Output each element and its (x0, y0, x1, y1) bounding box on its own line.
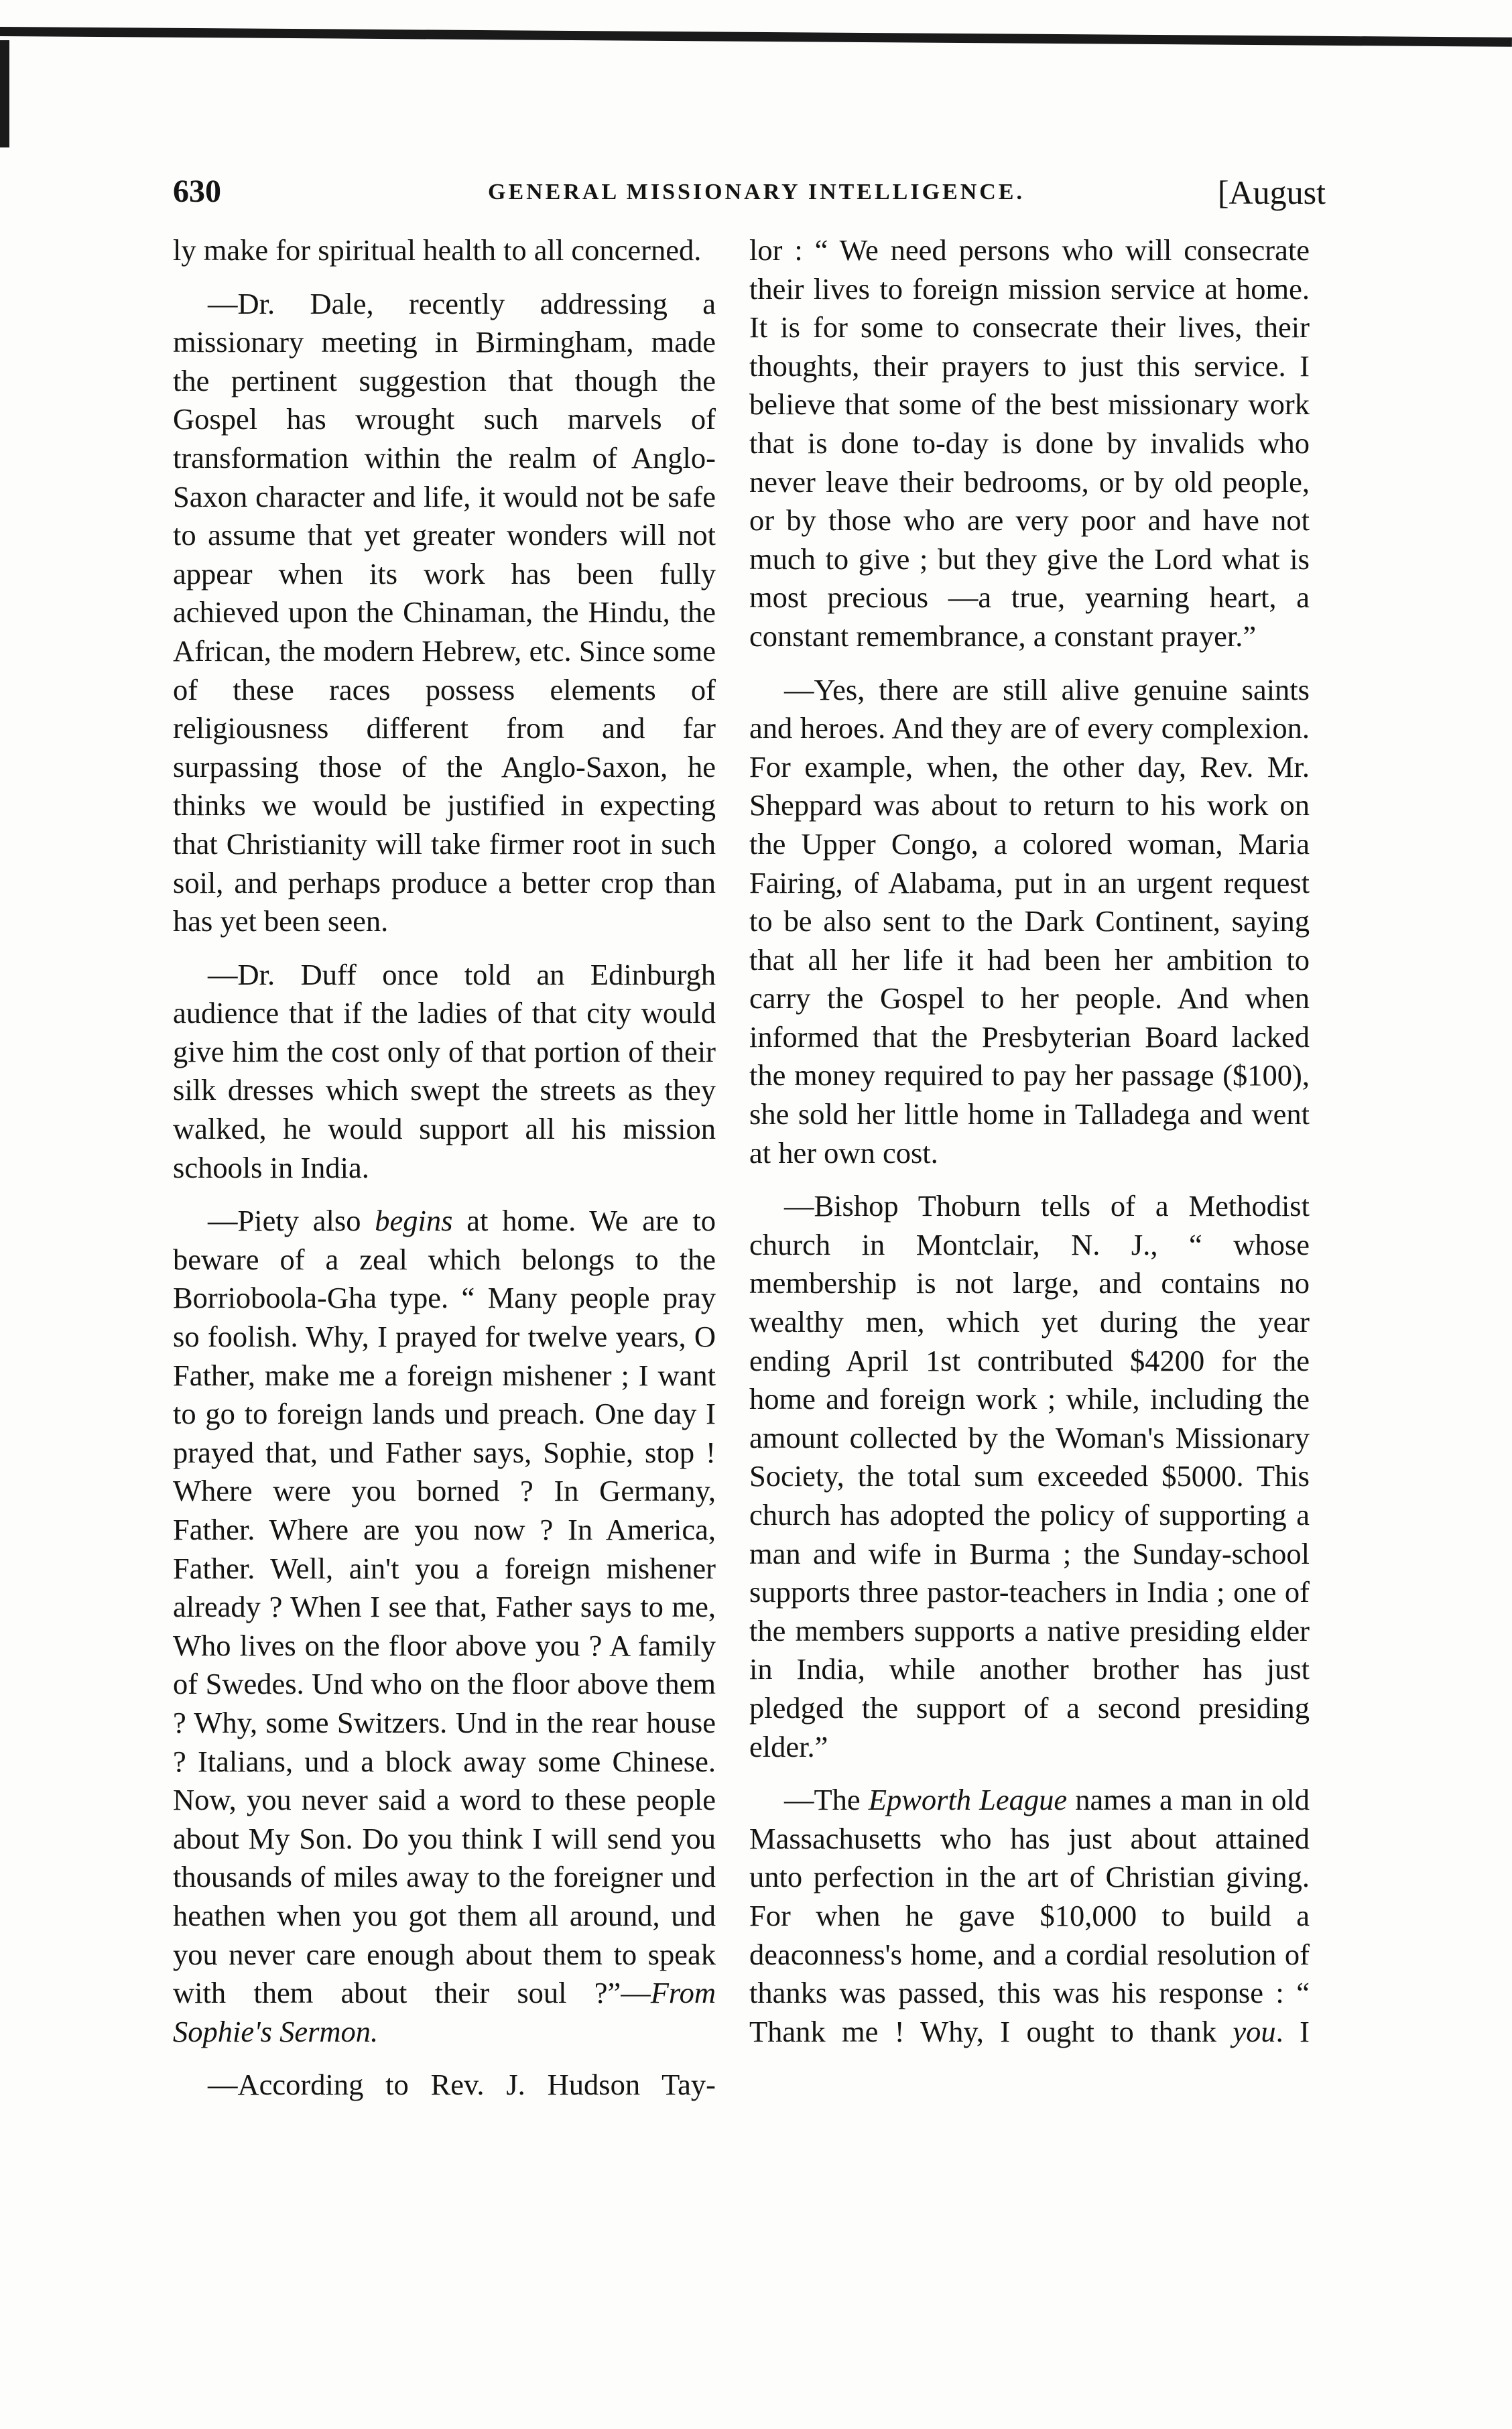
paragraph (749, 1781, 1310, 2051)
paragraph: lor : “ We need persons who will consecrate their lives to foreign mission service at home. It is for some to consecrate their lives, their thoughts, their prayers to just this service. I believe that some of the best missionary work that is done to-day is done by invalids who never leave their bedrooms, or by old people, or by those who are very poor and have not much to give ; but they give the Lord what is most precious —a true, yearning heart, a constant remembrance, a constant prayer.” (749, 233, 1310, 653)
paragraph: ly make for spiritual health to all concerned. (173, 233, 702, 267)
paragraph: —Yes, there are still alive genuine saints and heroes. And they are of every complexion. For example, when, the other day, Rev. Mr. Sheppard was about to return to his work on the Upper Congo, a colored woman, Maria Fairing, of Alabama, put in an urgent request to be also sent to the Dark Continent, saying that all her life it had been her ambition to carry the Gospel to her people. And when informed that the Presbyterian Board lacked the money required to pay her passage ($100), she sold her little home in Talladega and went at her own cost. (749, 672, 1310, 1170)
left-column (173, 231, 716, 2105)
paragraph-text: at home. We are to beware of a zeal which belongs to the Borrioboola-Gha type. “ Many people pray so foolish. Why, I prayed for twelve years, O Father, make me a foreign mishener ; I want to go to foreign lands und preach. One day I prayed that, und Father says, Sophie, stop ! Where were you borned ? In Germany, Father. Where are you now ? In America, Father. Well, ain't you a foreign mishener already ? When I see that, Father says to me, Who lives on the floor above you ? A family of Swedes. Und who on the floor above them ? Why, some Switzers. Und in the rear house ? Italians, und a block away some Chinese. Now, you never said a word to these people about My Son. Do you think I will send you thousands of miles away to the foreigner und heathen when you got them all around, und you never care enough about them to speak with them about their soul ?”— (173, 1204, 716, 2010)
header-month: [August (1217, 174, 1326, 211)
page-number: 630 (173, 174, 221, 209)
running-title: GENERAL MISSIONARY INTELLIGENCE. (488, 180, 1025, 204)
paragraph: —Dr. Duff once told an Edinburgh audience that if the ladies of that city would give him the cost only of that portion of their silk dresses which swept the streets as they walked, he would support all his mission schools in India. (173, 957, 716, 1184)
paragraph-text: —Piety also (208, 1204, 375, 1238)
emphasis: begins (375, 1204, 453, 1238)
right-column (749, 231, 1310, 2051)
running-header (173, 173, 1326, 220)
left-edge-mark (0, 40, 9, 147)
paragraph (173, 1202, 716, 2051)
paragraph: —Dr. Dale, recently addressing a missionary meeting in Birmingham, made the pertinent suggestion that though the Gospel has wrought such marvels of transformation within the realm of Anglo-Saxon character and life, it would not be safe to assume that yet greater wonders will not appear when its work has been fully achieved upon the Chinaman, the Hindu, the African, the modern Hebrew, etc. Since some of these races possess elements of religiousness different from and far surpassing those of the Anglo-Saxon, he thinks we would be justified in expecting that Christianity will take firmer root in such soil, and perhaps produce a better crop than has yet been seen. (173, 286, 716, 938)
paragraph-text: . I (1275, 2014, 1310, 2048)
paragraph-text: names a man in old Massachusetts who has just about attained unto perfection in the art of Christian giving. For when he gave $10,000 to build a deaconness's home, and a cordial resolution of thanks was passed, this was his response : “ Thank me ! Why, I ought to thank (749, 1783, 1310, 2048)
paragraph: —Bishop Thoburn tells of a Methodist church in Montclair, N. J., “ whose membership is not large, and contains no wealthy men, which yet during the year ending April 1st contributed $4200 for the home and foreign work ; while, including the amount collected by the Woman's Missionary Society, the total sum exceeded $5000. This church has adopted the policy of supporting a man and wife in Burma ; the Sunday-school supports three pastor-teachers in India ; one of the members supports a native presiding elder in India, while another brother has just pledged the support of a second presiding elder.” (749, 1189, 1310, 1763)
paragraph: —According to Rev. J. Hudson Tay- (208, 2068, 716, 2102)
emphasis: Epworth League (868, 1783, 1068, 1817)
top-edge-rule (0, 27, 1512, 47)
emphasis: From Sophie's Sermon. (173, 1976, 716, 2048)
paragraph-text: —The (784, 1783, 869, 1817)
emphasis: you (1233, 2014, 1276, 2048)
